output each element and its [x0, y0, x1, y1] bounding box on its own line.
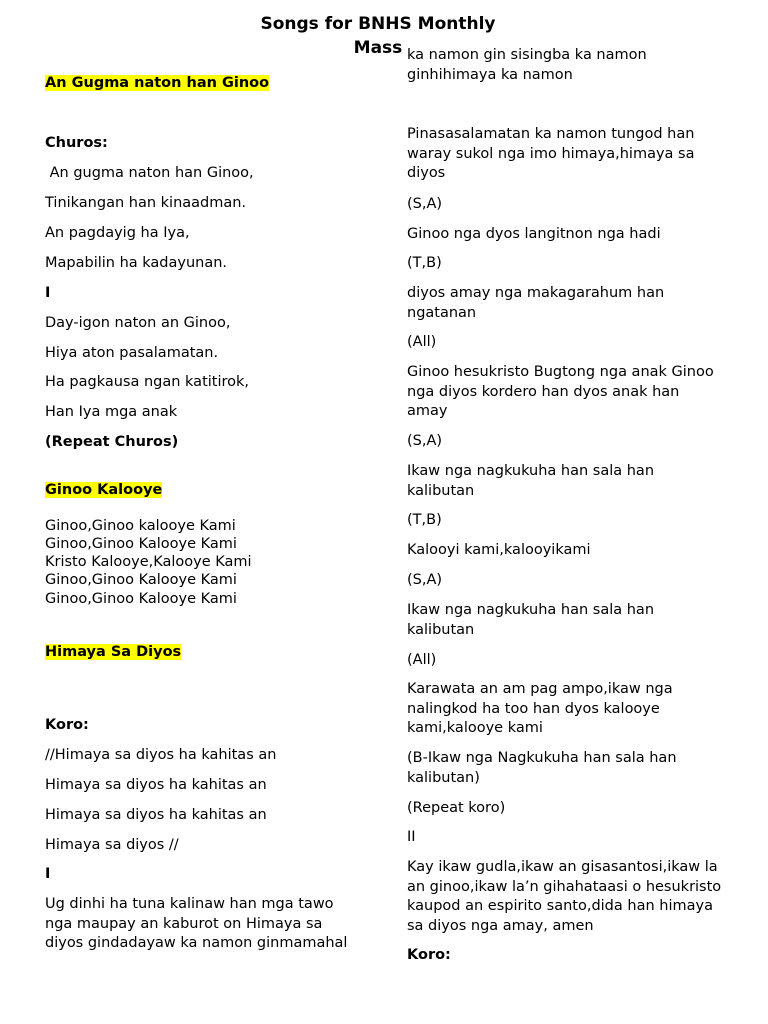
song1-repeat-note: (Repeat Churos)	[45, 434, 179, 450]
voice-part-label: (S,A)	[407, 196, 443, 212]
song2-line: Ginoo,Ginoo Kalooye Kami	[45, 572, 237, 588]
title-line-2: Mass	[353, 38, 403, 54]
song1-chorus-line: Tinikangan han kinaadman.	[45, 195, 247, 211]
right-paragraph: Ginoo hesukristo Bugtong nga anak Ginoo nga diyos kordero han dyos anak han amay	[407, 364, 714, 419]
song1-chorus-line: An gugma naton han Ginoo,	[45, 165, 254, 181]
right-paragraph: Karawata an am pag ampo,ikaw nga nalingkod ha too han dyos kalooye kami,kalooye kami	[407, 681, 673, 736]
song3-koro-line: Himaya sa diyos ha kahitas an	[45, 807, 267, 823]
song1-verse-label: I	[45, 285, 51, 301]
song2-title: Ginoo Kalooye	[45, 482, 163, 498]
song1-verse-line: Day-igon naton an Ginoo,	[45, 315, 231, 331]
song3-koro-line: Himaya sa diyos ha kahitas an	[45, 777, 267, 793]
song2-line: Ginoo,Ginoo Kalooye Kami	[45, 536, 237, 552]
title-line-1: Songs for BNHS Monthly	[260, 14, 496, 34]
song3-koro-line: //Himaya sa diyos ha kahitas an	[45, 747, 277, 763]
voice-part-label: (All)	[407, 334, 437, 350]
koro-label: Koro:	[407, 947, 451, 963]
song1-chorus-label: Churos:	[45, 135, 108, 151]
voice-part-label: (T,B)	[407, 512, 442, 528]
right-paragraph: Pinasasalamatan ka namon tungod han waray sukol nga imo himaya,himaya sa diyos	[407, 126, 695, 181]
song3-verse-text: Ug dinhi ha tuna kalinaw han mga tawo nga maupay an kaburot on Himaya sa diyos gindadayaw ka namon ginmamahal	[45, 896, 348, 951]
voice-part-label: (S,A)	[407, 433, 443, 449]
repeat-note: (Repeat koro)	[407, 800, 506, 816]
song2-line: Kristo Kalooye,Kalooye Kami	[45, 554, 252, 570]
voice-part-label: (S,A)	[407, 572, 443, 588]
right-paragraph: Ikaw nga nagkukuha han sala han kalibutan	[407, 602, 655, 638]
right-paragraph: (B-Ikaw nga Nagkukuha han sala han kalibutan)	[407, 750, 677, 786]
song1-chorus-line: An pagdayig ha Iya,	[45, 225, 190, 241]
right-paragraph: diyos amay nga makagarahum han ngatanan	[407, 285, 665, 321]
right-paragraph: Kalooyi kami,kalooyikami	[407, 542, 591, 558]
song3-koro-label: Koro:	[45, 717, 89, 733]
song1-chorus-line: Mapabilin ha kadayunan.	[45, 255, 228, 271]
voice-part-label: (All)	[407, 652, 437, 668]
song3-koro-line: Himaya sa diyos //	[45, 837, 179, 853]
right-paragraph: Ikaw nga nagkukuha han sala han kalibutan	[407, 463, 655, 499]
right-paragraph: Ginoo nga dyos langitnon nga hadi	[407, 226, 661, 242]
song3-title: Himaya Sa Diyos	[45, 644, 182, 660]
song1-verse-line: Ha pagkausa ngan katitirok,	[45, 374, 250, 390]
verse-label: II	[407, 829, 416, 845]
song1-verse-line: Hiya aton pasalamatan.	[45, 345, 219, 361]
song2-line: Ginoo,Ginoo Kalooye Kami	[45, 591, 237, 607]
song3-verse-label: I	[45, 866, 51, 882]
song1-verse-line: Han Iya mga anak	[45, 404, 178, 420]
right-paragraph: ka namon gin sisingba ka namon ginhihimaya ka namon	[407, 47, 647, 83]
song1-title: An Gugma naton han Ginoo	[45, 75, 270, 91]
voice-part-label: (T,B)	[407, 255, 442, 271]
right-paragraph: Kay ikaw gudla,ikaw an gisasantosi,ikaw la an ginoo,ikaw la’n gihahataasi o hesukristo kaupod an espirito santo,dida han himaya sa diyos nga amay, amen	[407, 859, 722, 934]
song2-line: Ginoo,Ginoo kalooye Kami	[45, 518, 236, 534]
